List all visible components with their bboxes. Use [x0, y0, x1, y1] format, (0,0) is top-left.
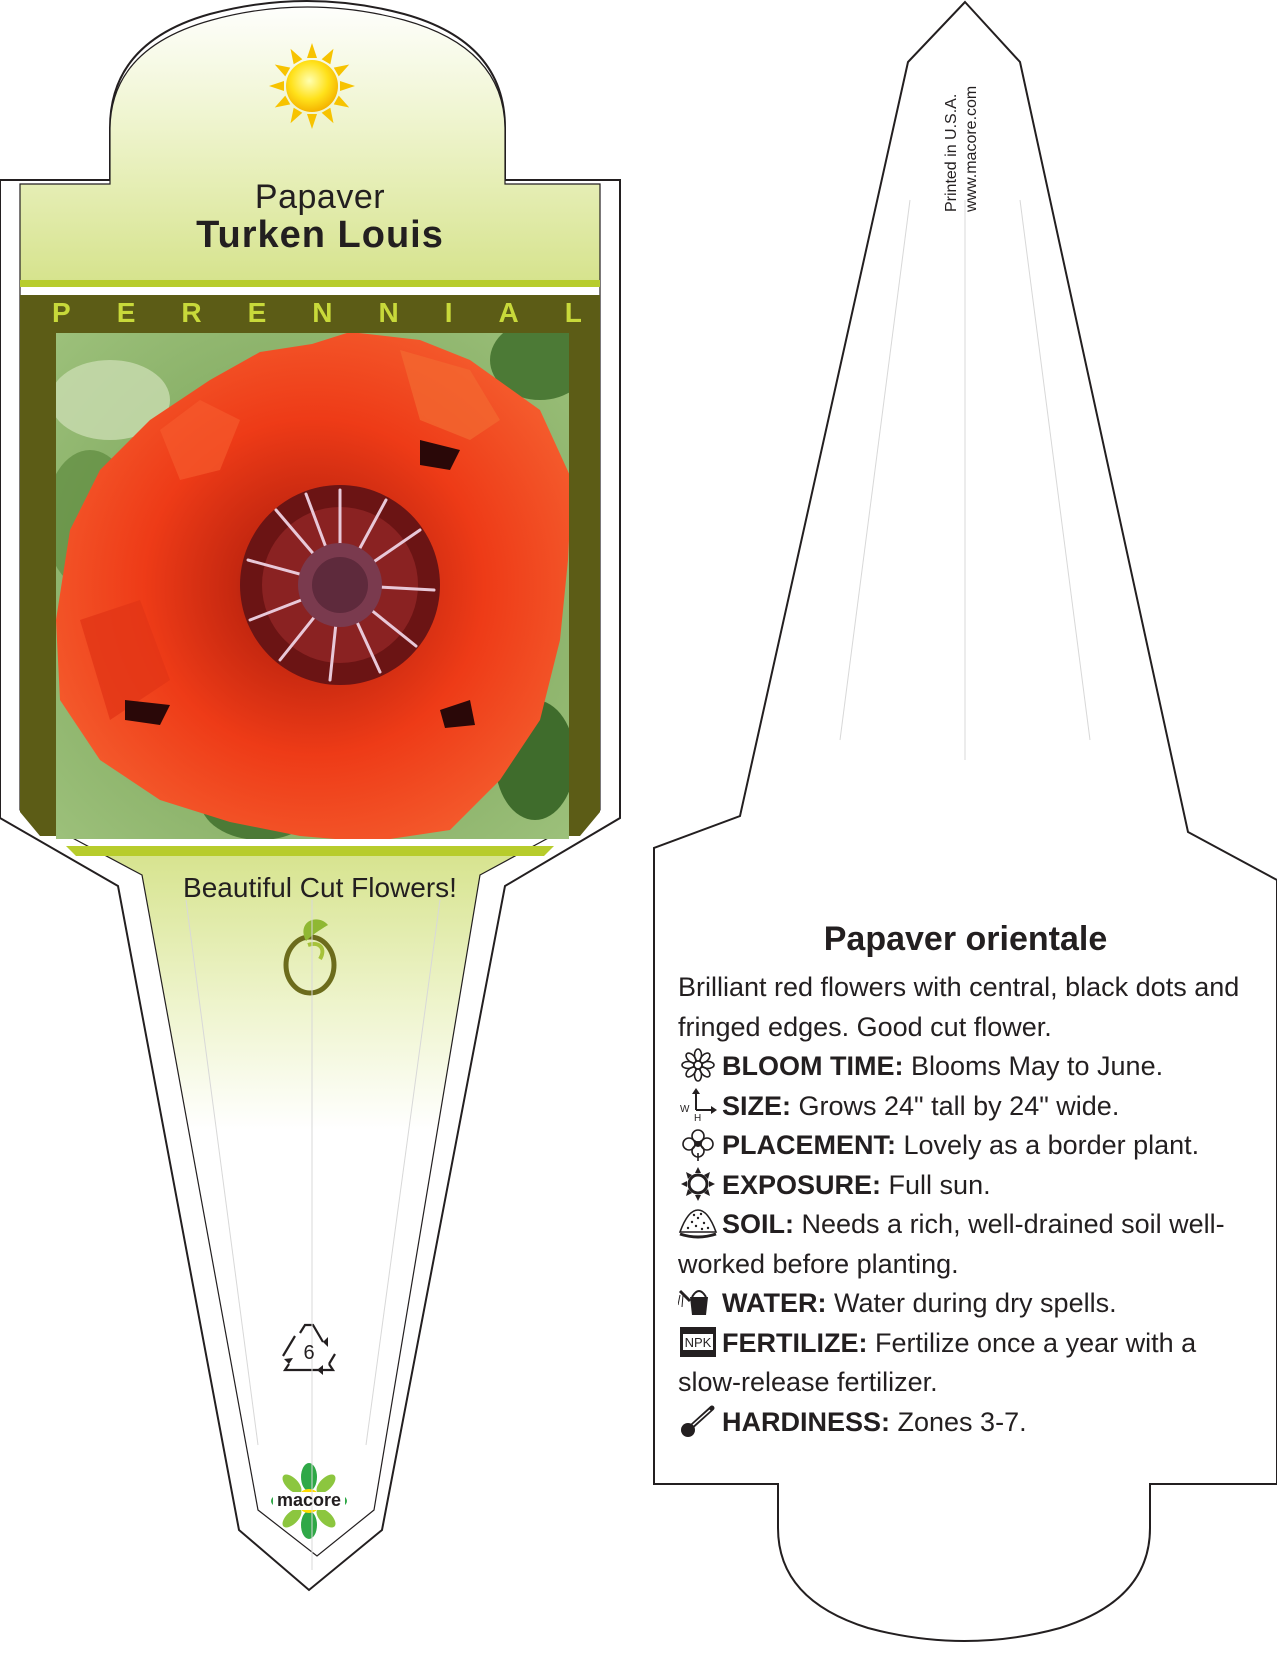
- sun-icon: [678, 1167, 718, 1201]
- npk-icon: [678, 1325, 718, 1359]
- brand-name: macore: [276, 1490, 342, 1510]
- attribute-value: Lovely as a border plant.: [896, 1130, 1200, 1160]
- size-icon: [678, 1088, 718, 1122]
- printer-info: [942, 86, 982, 212]
- attribute-row: [678, 1403, 1258, 1443]
- category-letter: A: [498, 297, 519, 328]
- category-letter: E: [247, 297, 267, 328]
- attribute-row: [678, 1284, 1258, 1324]
- attribute-row: [678, 1126, 1258, 1166]
- attribute-value: Full sun.: [881, 1169, 991, 1200]
- attribute-label: SOIL:: [722, 1209, 794, 1239]
- watering-can-icon: [678, 1285, 718, 1319]
- svg-text:NPK: NPK: [684, 1334, 712, 1350]
- attribute-value: Needs a rich, well-drained soil well-worked before planting.: [678, 1209, 1225, 1279]
- attribute-value: Fertilize once a year with a slow-release fertilizer.: [678, 1327, 1197, 1397]
- attribute-row: [678, 1324, 1258, 1403]
- attribute-row: [678, 1087, 1258, 1127]
- attribute-value: Grows 24" tall by 24" wide.: [791, 1090, 1120, 1121]
- category-letter: E: [116, 297, 136, 328]
- recycle-number: 6: [303, 1342, 315, 1364]
- category-letter: P: [52, 297, 71, 328]
- printed-note: Printed in U.S.A.: [943, 93, 960, 212]
- plant-care-info: [678, 968, 1258, 1442]
- attribute-label: EXPOSURE:: [722, 1169, 882, 1200]
- attribute-value: Water during dry spells.: [826, 1288, 1117, 1318]
- poppy-flower-photo: [45, 320, 590, 842]
- category-letter: R: [181, 297, 202, 328]
- thermometer-icon: [678, 1404, 718, 1438]
- svg-text:H: H: [694, 1112, 702, 1122]
- attribute-label: PLACEMENT:: [722, 1130, 896, 1160]
- description: Brilliant red flowers with central, black dots and fringed edges. Good cut flower.: [678, 972, 1240, 1042]
- attribute-value: Zones 3-7.: [890, 1406, 1027, 1437]
- category-letter: L: [564, 297, 582, 328]
- svg-text:W: W: [680, 1103, 690, 1115]
- website: www.macore.com: [963, 85, 980, 212]
- flower-icon: [678, 1048, 718, 1082]
- category-label: [52, 297, 582, 329]
- category-letter: I: [444, 297, 453, 328]
- plant-genus: Papaver: [254, 178, 386, 216]
- attribute-row: [678, 1166, 1258, 1206]
- category-letter: N: [378, 297, 399, 328]
- attribute-label: WATER:: [722, 1288, 827, 1318]
- attribute-label: BLOOM TIME:: [722, 1051, 904, 1081]
- attribute-label: HARDINESS:: [722, 1406, 891, 1437]
- attribute-row: [678, 1047, 1258, 1087]
- attribute-label: FERTILIZE:: [722, 1327, 868, 1358]
- attribute-label: SIZE:: [722, 1090, 792, 1121]
- placement-icon: [678, 1127, 718, 1161]
- attribute-row: [678, 1205, 1258, 1284]
- plant-cultivar-name: Turken Louis: [196, 214, 444, 256]
- tagline: Beautiful Cut Flowers!: [183, 872, 457, 903]
- attribute-value: Blooms May to June.: [903, 1051, 1164, 1081]
- category-letter: N: [312, 297, 333, 328]
- species-title: Papaver orientale: [823, 920, 1108, 958]
- soil-icon: [678, 1206, 718, 1240]
